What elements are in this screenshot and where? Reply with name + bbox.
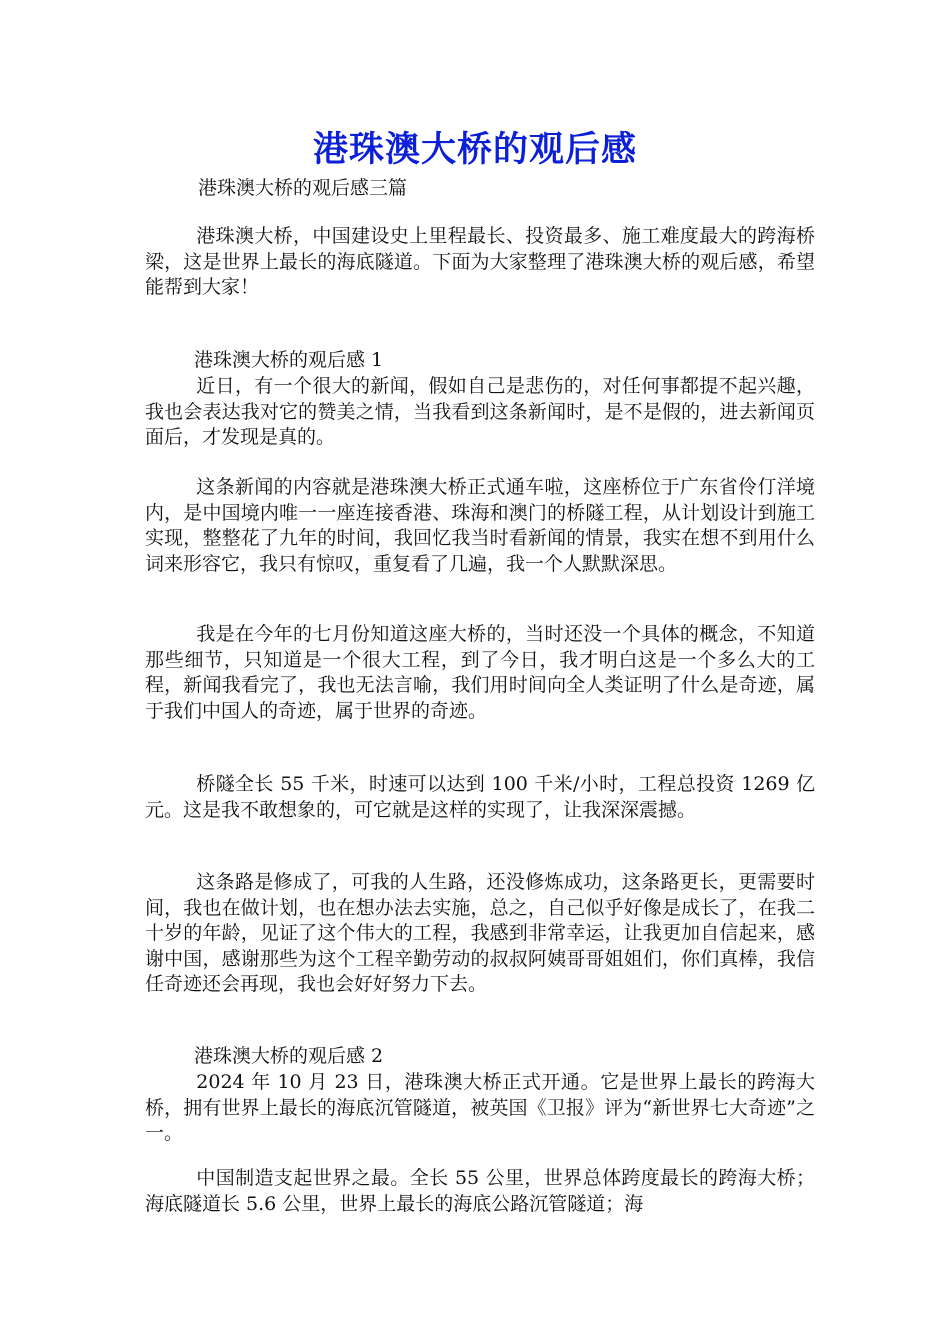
section-1-paragraph-3: 我是在今年的七月份知道这座大桥的，当时还没一个具体的概念，不知道那些细节，只知道是一个很大工程，到了今日，我才明白这是一个多么大的工程，新闻我看完了，我也无法言喻，我们用时间向全人类证明了什么是奇迹，属于我们中国人的奇迹，属于世界的奇迹。 — [145, 623, 815, 722]
section-1-paragraph-2: 这条新闻的内容就是港珠澳大桥正式通车啦，这座桥位于广东省伶仃洋境内，是中国境内唯一一座连接香港、珠海和澳门的桥隧工程，从计划设计到施工实现，整整花了九年的时间，我回忆我当时看新闻的情景，我实在想不到用什么词来形容它，我只有惊叹，重复看了几遍，我一个人默默深思。 — [145, 476, 815, 575]
intro-paragraph: 港珠澳大桥，中国建设史上里程最长、投资最多、施工难度最大的跨海桥梁，这是世界上最长的海底隧道。下面为大家整理了港珠澳大桥的观后感，希望能帮到大家！ — [145, 225, 815, 299]
section-1-heading: 港珠澳大桥的观后感 1 — [194, 349, 384, 371]
document-title: 港珠澳大桥的观后感 — [312, 129, 637, 170]
document-subtitle: 港珠澳大桥的观后感三篇 — [198, 177, 408, 199]
section-2-heading: 港珠澳大桥的观后感 2 — [194, 1045, 384, 1067]
section-1-paragraph-1: 近日，有一个很大的新闻，假如自己是悲伤的，对任何事都提不起兴趣，我也会表达我对它的赞美之情，当我看到这条新闻时，是不是假的，进去新闻页面后，才发现是真的。 — [145, 375, 815, 449]
section-1-paragraph-4: 桥隧全长 55 千米，时速可以达到 100 千米/小时，工程总投资 1269 亿元。这是我不敢想象的，可它就是这样的实现了，让我深深震撼。 — [145, 773, 815, 821]
section-2-paragraph-2: 中国制造支起世界之最。全长 55 公里，世界总体跨度最长的跨海大桥；海底隧道长 5.6 公里，世界上最长的海底公路沉管隧道；海 — [145, 1167, 815, 1215]
section-2-paragraph-1: 2024 年 10 月 23 日，港珠澳大桥正式开通。它是世界上最长的跨海大桥，拥有世界上最长的海底沉管隧道，被英国《卫报》评为“新世界七大奇迹”之一。 — [145, 1071, 815, 1145]
section-1-paragraph-5: 这条路是修成了，可我的人生路，还没修炼成功，这条路更长，更需要时间，我也在做计划，也在想办法去实施，总之，自己似乎好像是成长了，在我二十岁的年龄，见证了这个伟大的工程，我感到非常幸运，让我更加自信起来，感谢中国，感谢那些为这个工程辛勤劳动的叔叔阿姨哥哥姐姐们，你们真棒，我信任奇迹还会再现，我也会好好努力下去。 — [145, 871, 815, 996]
